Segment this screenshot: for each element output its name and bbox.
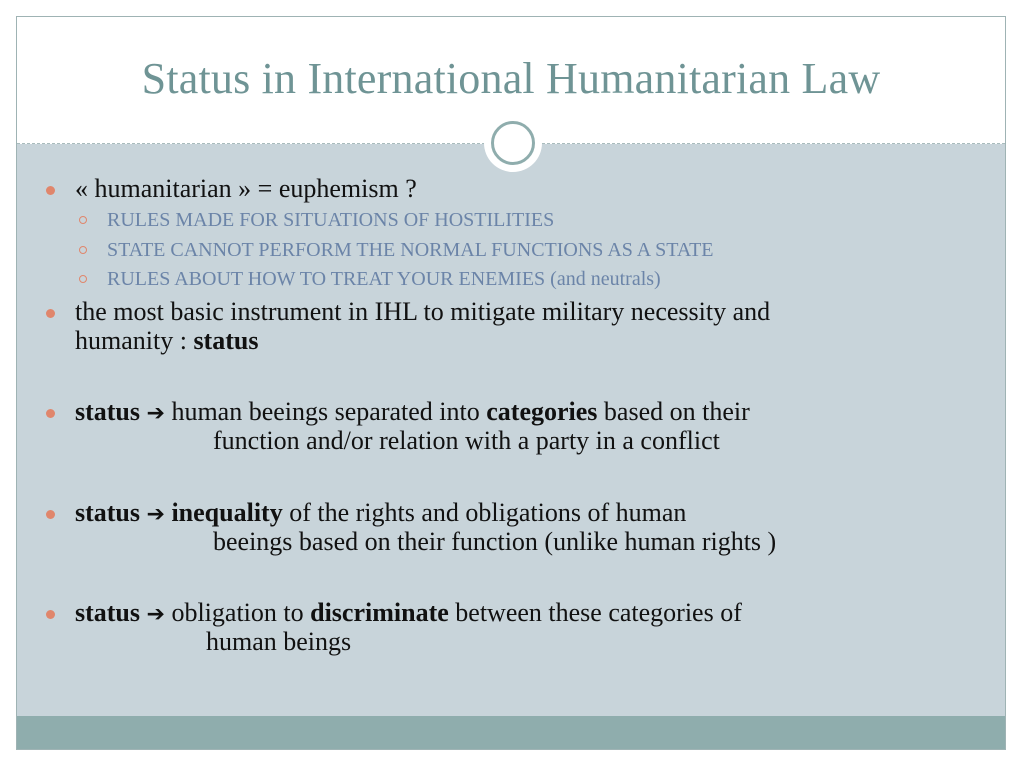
bullet-dot-icon [46, 186, 55, 195]
right-arrow-icon: ➔ [146, 502, 165, 527]
bullet-item-5-line-2: human beings [206, 627, 352, 656]
bullet-text: of the rights and obligations of human [282, 498, 687, 527]
bullet-text: humanity : [75, 326, 194, 355]
sub-bullet-item-3: RULES ABOUT HOW TO TREAT YOUR ENEMIES (and neutrals) [107, 268, 661, 290]
slide [16, 16, 1006, 750]
sub-bullet-ring-icon [79, 246, 87, 254]
sub-bullet-item-2: STATE CANNOT PERFORM THE NORMAL FUNCTIONS AS A STATE [107, 239, 714, 261]
slide-title: Status in International Humanitarian Law [141, 54, 881, 103]
bullet-bold-text: status [193, 326, 259, 355]
bullet-bold-text: categories [486, 397, 598, 426]
content-area [17, 144, 1005, 716]
footer-bar [17, 716, 1005, 750]
sub-bullet-item-1: RULES MADE FOR SITUATIONS OF HOSTILITIES [107, 209, 555, 231]
bullet-dot-icon [46, 510, 55, 519]
bullet-item-5-line-1 [75, 598, 742, 629]
bullet-item-2-line-2 [75, 326, 258, 355]
bullet-lead: status [75, 498, 141, 527]
bullet-dot-icon [46, 610, 55, 619]
sub-bullet-ring-icon [79, 216, 87, 224]
bullet-list [17, 144, 1005, 716]
bullet-text: obligation to [164, 598, 311, 627]
bullet-lead: status [75, 598, 141, 627]
bullet-text: « humanitarian » = euphemism ? [75, 174, 417, 203]
sub-bullet-ring-icon [79, 275, 87, 283]
bullet-item-1 [75, 174, 417, 203]
bullet-dot-icon [46, 409, 55, 418]
right-arrow-icon: ➔ [146, 401, 165, 426]
bullet-bold-text: discriminate [310, 598, 449, 627]
bullet-item-2-line-1: the most basic instrument in IHL to mitigate military necessity and [75, 297, 771, 326]
bullet-item-4-line-2: beeings based on their function (unlike human rights ) [213, 527, 777, 556]
bullet-dot-icon [46, 309, 55, 318]
bullet-text: based on their [597, 397, 750, 426]
bullet-item-3-line-1 [75, 397, 750, 428]
bullet-lead: status [75, 397, 141, 426]
circle-ornament-icon [491, 121, 535, 165]
bullet-item-3-line-2: function and/or relation with a party in a conflict [213, 426, 720, 455]
bullet-text: between these categories of [448, 598, 742, 627]
bullet-bold-text: inequality [171, 498, 283, 527]
bullet-text: human beeings separated into [164, 397, 487, 426]
bullet-item-4-line-1 [75, 498, 686, 529]
right-arrow-icon: ➔ [146, 602, 165, 627]
